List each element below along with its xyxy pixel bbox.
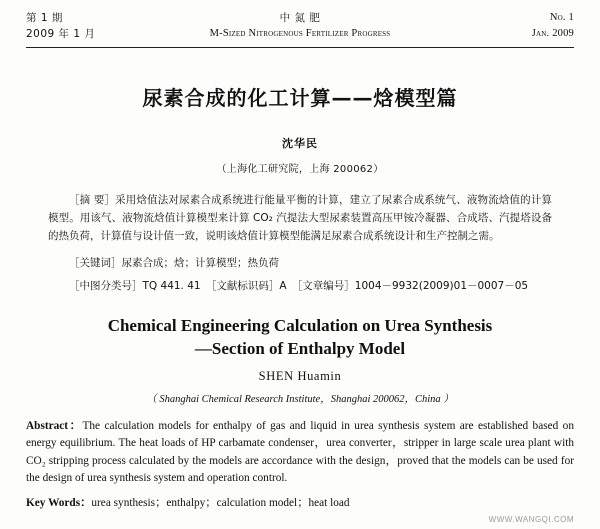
affiliation-cn: （上海化工研究院，上海 200062） bbox=[216, 163, 384, 175]
issue-number: 第 1 期 bbox=[26, 12, 63, 24]
keywords-label-en: Key Words： bbox=[26, 496, 92, 509]
english-abstract-block bbox=[26, 418, 574, 488]
english-keywords-block bbox=[26, 495, 574, 513]
abstract-label-en: Abstract： bbox=[26, 419, 83, 432]
affiliation-en: （ Shanghai Chemical Research Institute，Shanghai 200062，China ） bbox=[146, 393, 454, 405]
watermark: WWW.WANGQI.COM bbox=[488, 515, 574, 524]
author-cn: 沈华民 bbox=[282, 136, 318, 150]
journal-title-cn: 中 氮 肥 bbox=[279, 12, 321, 24]
running-head-left bbox=[26, 10, 146, 43]
page-title-cn: 尿素合成的化工计算——焓模型篇 bbox=[142, 85, 458, 110]
issue-number-en: No. 1 bbox=[549, 12, 574, 23]
issue-date-cn: 2009 年 1 月 bbox=[26, 28, 96, 41]
page-title-en bbox=[26, 315, 574, 361]
running-head-right bbox=[454, 10, 574, 43]
running-head-center bbox=[146, 10, 454, 43]
running-head bbox=[26, 10, 574, 46]
classification-codes: ［中图分类号］TQ 441. 41 ［文献标识码］A ［文章编号］1004－9932(2009)01－0007－05 bbox=[69, 279, 529, 292]
chinese-abstract-block bbox=[26, 191, 574, 295]
issue-date-en: Jan. 2009 bbox=[531, 28, 574, 40]
page-title-en-line1: Chemical Engineering Calculation on Urea Synthesis bbox=[107, 315, 493, 335]
journal-title-en: M-Sized Nitrogenous Fertilizer Progress bbox=[209, 28, 391, 40]
page-title-en-line2: —Section of Enthalpy Model bbox=[194, 338, 406, 358]
keywords-en: urea synthesis；enthalpy；calculation model；heat load bbox=[91, 496, 350, 509]
header-divider bbox=[26, 47, 574, 48]
keywords-cn: ［关键词］尿素合成；焓；计算模型；热负荷 bbox=[69, 256, 279, 269]
author-en: SHEN Huamin bbox=[258, 368, 342, 383]
abstract-en: The calculation models for enthalpy of gas and liquid in urea synthesis system are established based on energy equilibrium. The heat loads of HP carbamate condenser，urea converter，stripper in large scale urea plant with CO₂ stripping process calculated by the models are accordance with the design，proved that the models can be used for the design of urea synthesis system and operation control. bbox=[26, 419, 574, 485]
abstract-cn: ［摘 要］采用焓值法对尿素合成系统进行能量平衡的计算，建立了尿素合成系统气、液物流焓值的计算模型。用该气、液物流焓值计算模型来计算 CO₂ 汽提法大型尿素装置高压甲铵冷凝器、合成塔、汽提塔设备的热负荷，计算值与设计值一致，说明该焓值计算模型能满足尿素合成系统设计和生产控制之需。 bbox=[48, 193, 552, 242]
